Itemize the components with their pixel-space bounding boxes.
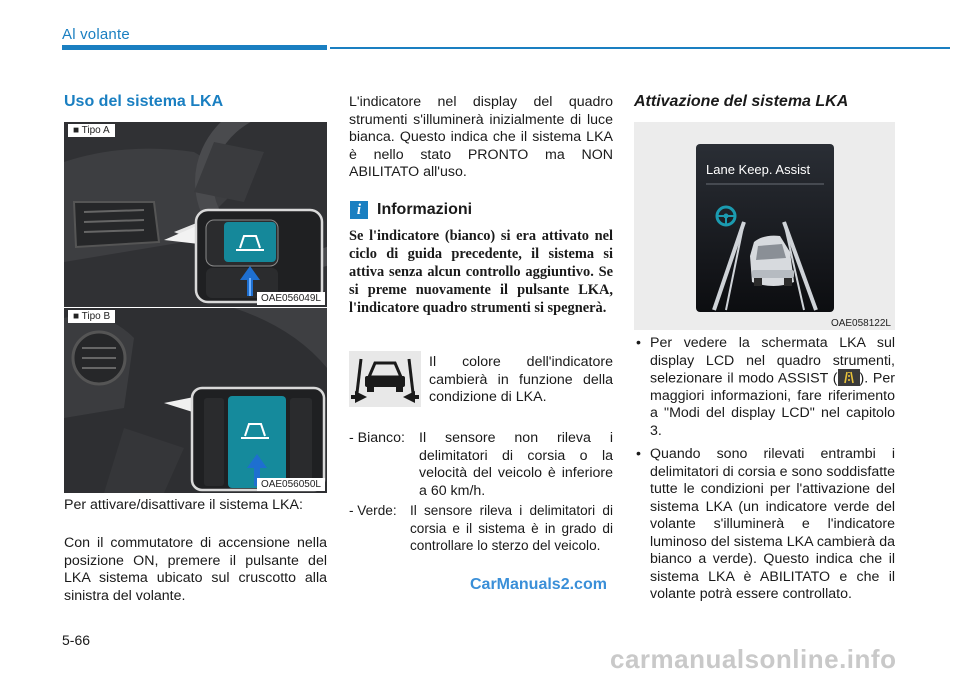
left-paragraph-1: Per attivare/disattivare il sistema LKA: — [64, 497, 303, 513]
white-label: - Bianco: — [349, 430, 405, 446]
page-number: 5-66 — [62, 632, 91, 648]
lka-usage-heading: Uso del sistema LKA — [64, 93, 224, 110]
section-header: Al volante — [62, 26, 130, 43]
header-rule-thick — [62, 45, 327, 50]
middle-paragraph-1: L'indicatore nel display del quadro strumenti s'illuminerà inizialmente di luce bianca. Questo indica che il sistema LKA è nello stato PRONTO ma NON ABILITATO all'uso. — [349, 94, 613, 180]
green-text: Il sensore rileva i delimitatori di corsia e il sistema è in grado di controllare lo sterzo del veicolo. — [410, 503, 613, 553]
watermark-carmanuals2: CarManuals2.com — [470, 576, 607, 593]
figure-tipo-b — [64, 308, 327, 493]
white-condition — [349, 430, 613, 500]
figure-tipo-a — [64, 122, 327, 307]
activation-bullets — [634, 335, 895, 604]
info-title: Informazioni — [377, 201, 473, 218]
green-label: - Verde: — [349, 503, 397, 518]
figure-a-code: OAE056049L — [257, 292, 325, 305]
bullet-1-part-b: ). Per maggiori informazioni, fare riferimento a "Modi del display LCD" nel capitolo 3. — [650, 370, 896, 439]
figure-a-tag: ■ Tipo A — [68, 124, 115, 137]
lka-activation-heading: Attivazione del sistema LKA — [634, 93, 849, 110]
display-figure-code: OAE058122L — [830, 318, 891, 329]
figure-b-code: OAE056050L — [257, 478, 325, 491]
header-rule-thin — [330, 47, 950, 49]
assist-mode-icon — [838, 369, 860, 386]
lka-display-illustration — [634, 122, 895, 330]
bullet-assist-mode — [634, 335, 895, 440]
white-text: Il sensore non rileva i delimitatori di corsia o la velocità del veicolo è inferiore a 60 km/h. — [419, 430, 613, 499]
green-condition — [349, 502, 613, 555]
bullet-1-part-a: Per vedere la schermata LKA sul display LCD nel quadro strumenti, selezionare il modo ASSIST ( — [650, 335, 895, 387]
info-icon: i — [350, 201, 368, 219]
figure-b-tag: ■ Tipo B — [68, 310, 115, 323]
left-paragraph-2: Con il commutatore di accensione nella posizione ON, premere il pulsante del LKA sistema ubicato sul cruscotto alla sinistra del volante. — [64, 535, 327, 604]
watermark-carmanualsonline: carmanualsonline.info — [610, 644, 897, 674]
info-text: Se l'indicatore (bianco) si era attivato nel ciclo di guida precedente, il sistema si attiva senza alcun controllo aggiuntivo. Se si preme nuovamente il pulsante LKA, l'indicatore quadro strumenti si spegnerà. — [349, 228, 613, 316]
dashboard-illustration-b — [64, 308, 327, 493]
color-change-text: Il colore dell'indicatore cambierà in funzione della condizione di LKA. — [429, 354, 613, 405]
bullet-activation-conditions: • Quando sono rilevati entrambi i delimitatori di corsia e sono soddisfatte tutte le condizioni per l'attivazione del sistema LKA (un indicatore verde del volante s'illuminerà e l'indicatore luminoso del sistema LKA cambierà da bianco a verde). Questo indica che il sistema LKA è ABILITATO e che il volante potrà essere controllato. — [634, 446, 895, 604]
lka-indicator-icon — [349, 351, 421, 407]
display-title: Lane Keep. Assist — [706, 162, 811, 177]
cluster-display-figure — [634, 122, 895, 330]
dashboard-illustration-a — [64, 122, 327, 307]
